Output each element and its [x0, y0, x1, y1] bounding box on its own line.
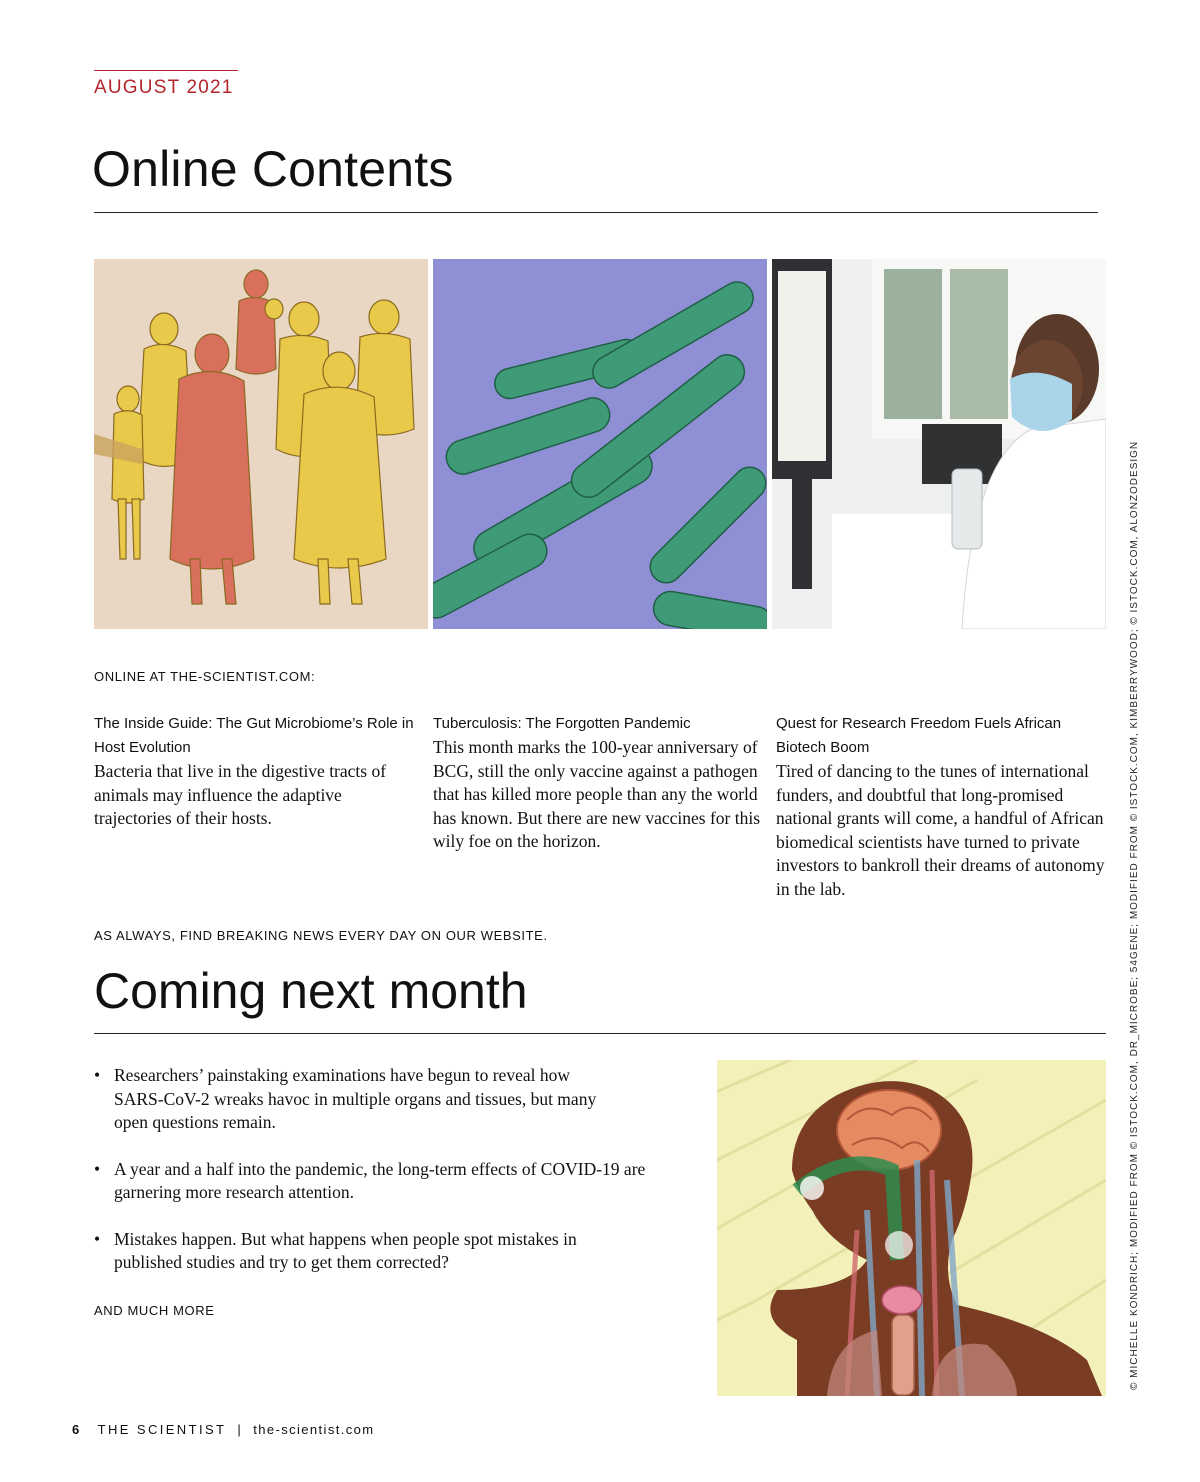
tuberculosis-bacteria-image: [433, 259, 767, 629]
article-gut-microbiome[interactable]: [94, 712, 420, 831]
ancient-family-illustration: [94, 259, 428, 629]
publication-name: THE SCIENTIST: [97, 1422, 227, 1437]
page-number: 6: [72, 1422, 81, 1437]
next-month-divider: [94, 1033, 1106, 1034]
next-month-list: [94, 1064, 694, 1298]
list-item: [94, 1228, 634, 1275]
article-title[interactable]: Quest for Research Freedom Fuels African Biotech Boom: [776, 715, 1062, 756]
list-item-text: Mistakes happen. But what happens when people spot mistakes in published studies and try to get them corrected?: [114, 1228, 577, 1272]
website-link[interactable]: the-scientist.com: [253, 1422, 375, 1437]
article-summary: This month marks the 100-year anniversary of BCG, still the only vaccine against a pathogen that has killed more people than any the world has known. But there are new vaccines for this wily foe on the horizon.: [433, 737, 761, 851]
next-month-title: Coming next month: [94, 963, 528, 1019]
breaking-news-note: AS ALWAYS, FIND BREAKING NEWS EVERY DAY ON OUR WEBSITE.: [94, 928, 548, 943]
photo-credit: © MICHELLE KONDRICH; MODIFIED FROM © ISTOCK.COM, DR_MICROBE; 54GENE; MODIFIED FROM © ISTOCK.COM, KIMBERRYWOOD; © ISTOCK.COM, ALONZODESIGN: [1129, 440, 1140, 1390]
lab-scientist-photo: [772, 259, 1106, 629]
list-item-text: A year and a half into the pandemic, the long-term effects of COVID-19 are garnering more research attention.: [114, 1158, 646, 1202]
bullet-dot: •: [94, 1065, 101, 1085]
list-item: [94, 1158, 694, 1205]
footer-separator: |: [237, 1422, 243, 1437]
list-item-text: Researchers’ painstaking examinations have begun to reveal how SARS-CoV-2 wreaks havoc in multiple organs and tissues, but many open questions remain.: [114, 1065, 597, 1132]
article-summary: Tired of dancing to the tunes of international funders, and doubtful that long-promised national grants will come, a handful of African biomedical scientists have turned to private investors to bankroll their dreams of autonomy in the lab.: [776, 761, 1105, 899]
article-tuberculosis[interactable]: [433, 712, 763, 854]
and-much-more-label: AND MUCH MORE: [94, 1303, 215, 1318]
article-summary: Bacteria that live in the digestive tracts of animals may influence the adaptive trajectories of their hosts.: [94, 761, 387, 828]
online-section-label: ONLINE AT THE-SCIENTIST.COM:: [94, 669, 316, 684]
list-item: [94, 1064, 614, 1135]
article-title[interactable]: Tuberculosis: The Forgotten Pandemic: [433, 715, 691, 732]
human-anatomy-illustration: [717, 1060, 1106, 1396]
issue-date-rule: [94, 70, 238, 71]
bullet-dot: •: [94, 1228, 101, 1249]
page-footer: [72, 1422, 375, 1437]
page-title: Online Contents: [92, 141, 454, 197]
issue-date: AUGUST 2021: [94, 77, 234, 98]
title-divider: [94, 212, 1098, 213]
article-african-biotech[interactable]: [776, 712, 1106, 901]
article-title[interactable]: The Inside Guide: The Gut Microbiome’s Role in Host Evolution: [94, 715, 414, 756]
bullet-dot: •: [94, 1158, 101, 1179]
